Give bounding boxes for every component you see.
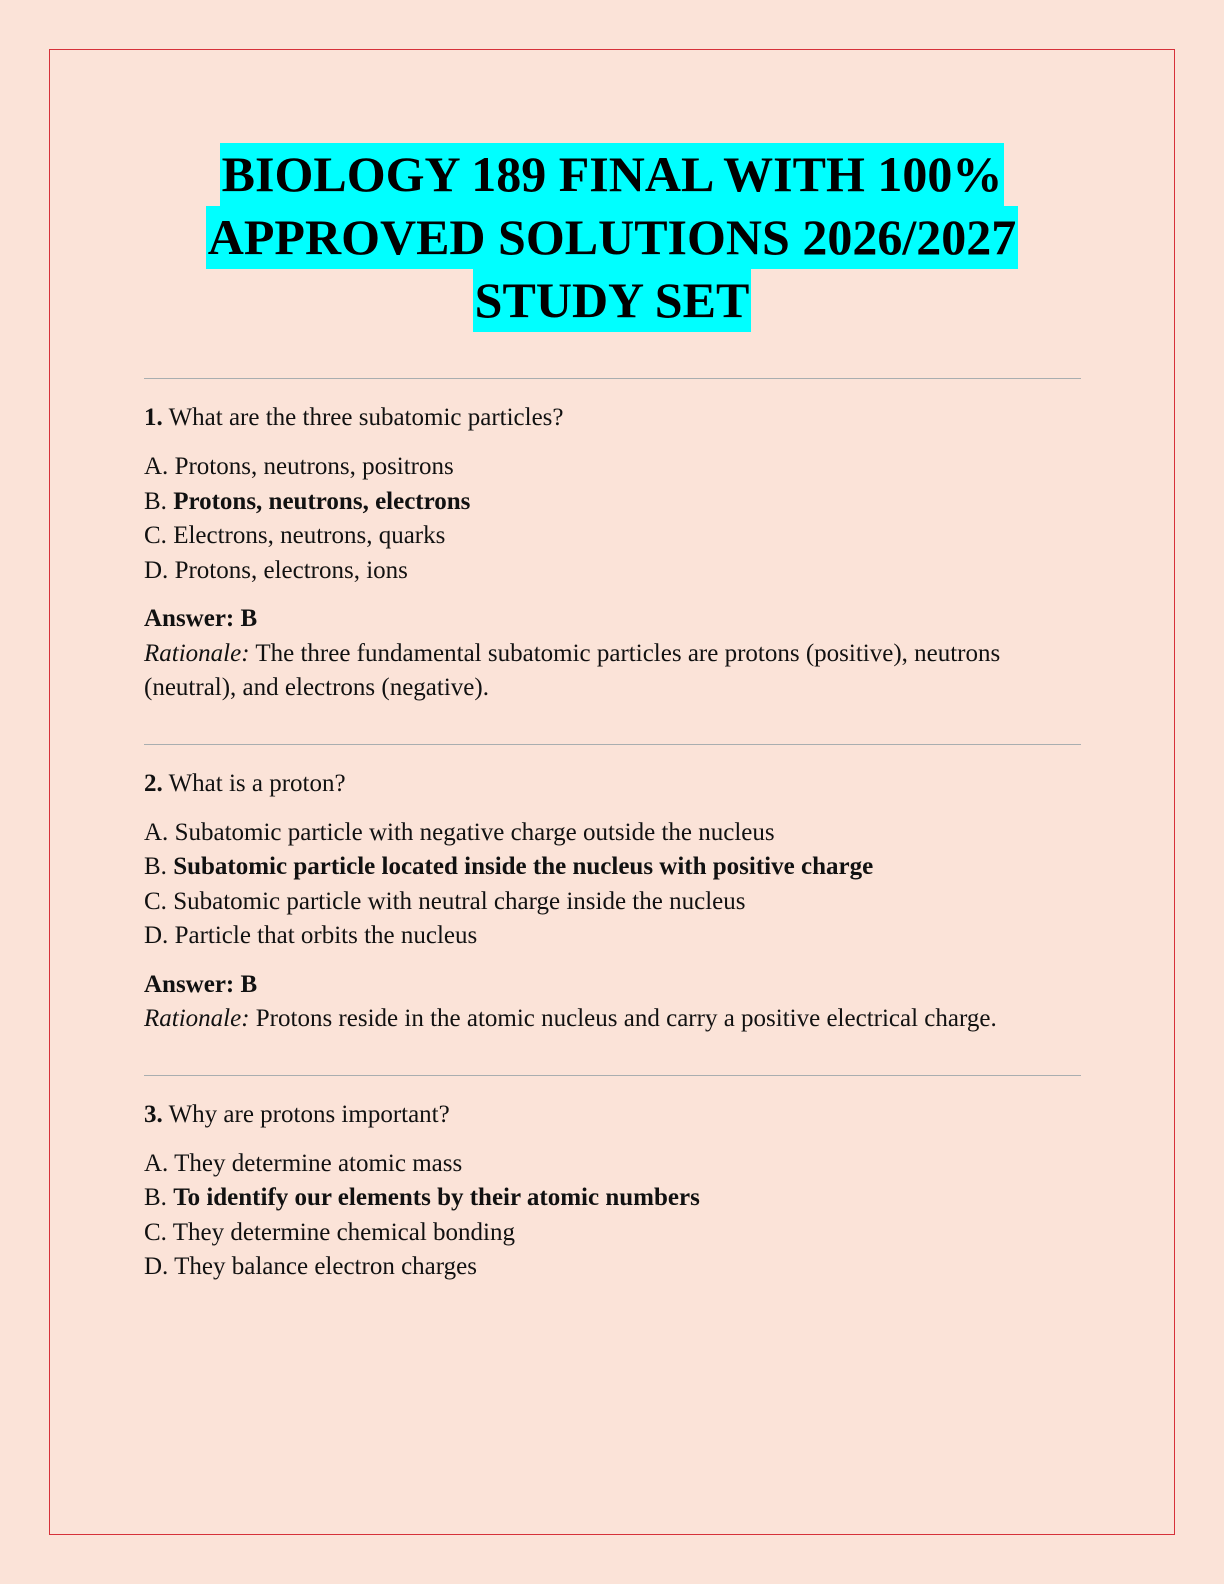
rationale-label: Rationale: <box>144 639 250 667</box>
option-text: Subatomic particle with negative charge outside the nucleus <box>174 818 775 846</box>
option-text: Electrons, neutrons, quarks <box>173 522 446 549</box>
document-title <box>49 143 1175 332</box>
option-text: Subatomic particle with neutral charge inside the nucleus <box>173 887 746 915</box>
option-text-correct: Protons, neutrons, electrons <box>173 487 471 515</box>
option-b <box>144 485 1081 520</box>
option-letter: C. <box>144 887 167 915</box>
divider <box>144 744 1081 745</box>
title-line-3: STUDY SET <box>473 269 752 332</box>
options-list <box>144 1147 1081 1285</box>
rationale <box>144 1002 1081 1037</box>
answer: Answer: B <box>144 605 258 632</box>
option-c <box>144 1216 1081 1251</box>
option-c <box>144 885 1081 920</box>
question-number: 1. <box>144 404 163 431</box>
option-letter: D. <box>144 922 169 949</box>
option-d <box>144 919 1081 954</box>
rationale-text: The three fundamental subatomic particles are protons (positive), neutrons (neutral), and electrons (negative). <box>144 639 1001 701</box>
option-letter: A. <box>144 1149 169 1177</box>
title-line-2: APPROVED SOLUTIONS 2026/2027 <box>206 206 1018 269</box>
option-letter: A. <box>144 818 169 846</box>
rationale-label: Rationale: <box>144 1005 250 1032</box>
option-d <box>144 1250 1081 1285</box>
option-b <box>144 1181 1081 1216</box>
option-text: They determine chemical bonding <box>172 1218 515 1246</box>
option-a <box>144 816 1081 851</box>
question-text: What are the three subatomic particles? <box>168 404 564 431</box>
option-b <box>144 850 1081 885</box>
option-c <box>144 519 1081 554</box>
option-letter: D. <box>144 556 169 584</box>
option-d <box>144 554 1081 589</box>
option-letter: B. <box>144 1184 167 1211</box>
question-2 <box>144 767 1081 801</box>
question-text: Why are protons important? <box>168 1100 450 1128</box>
option-text: Protons, neutrons, positrons <box>174 453 454 480</box>
option-text: They determine atomic mass <box>174 1149 463 1177</box>
option-letter: C. <box>144 522 167 549</box>
question-1 <box>144 401 1081 435</box>
option-letter: B. <box>144 853 167 880</box>
option-a <box>144 450 1081 485</box>
option-text: Protons, electrons, ions <box>174 556 408 584</box>
question-number: 3. <box>144 1100 163 1128</box>
question-3 <box>144 1098 1081 1132</box>
options-list <box>144 816 1081 954</box>
answer: Answer: B <box>144 970 258 998</box>
rationale-text: Protons reside in the atomic nucleus and carry a positive electrical charge. <box>255 1005 997 1032</box>
option-letter: C. <box>144 1218 167 1246</box>
question-list <box>144 378 1081 1285</box>
option-text: Particle that orbits the nucleus <box>174 922 478 949</box>
divider <box>144 1075 1081 1076</box>
option-letter: B. <box>144 487 167 515</box>
option-letter: A. <box>144 453 169 480</box>
question-number: 2. <box>144 769 163 797</box>
rationale <box>144 637 1081 706</box>
title-line-1: BIOLOGY 189 FINAL WITH 100% <box>220 143 1005 206</box>
option-text: They balance electron charges <box>174 1253 477 1280</box>
option-text-correct: To identify our elements by their atomic numbers <box>173 1184 700 1211</box>
options-list <box>144 450 1081 588</box>
option-text-correct: Subatomic particle located inside the nucleus with positive charge <box>173 853 874 880</box>
option-letter: D. <box>144 1253 169 1280</box>
option-a <box>144 1147 1081 1182</box>
question-text: What is a proton? <box>168 769 346 797</box>
divider <box>144 378 1081 379</box>
